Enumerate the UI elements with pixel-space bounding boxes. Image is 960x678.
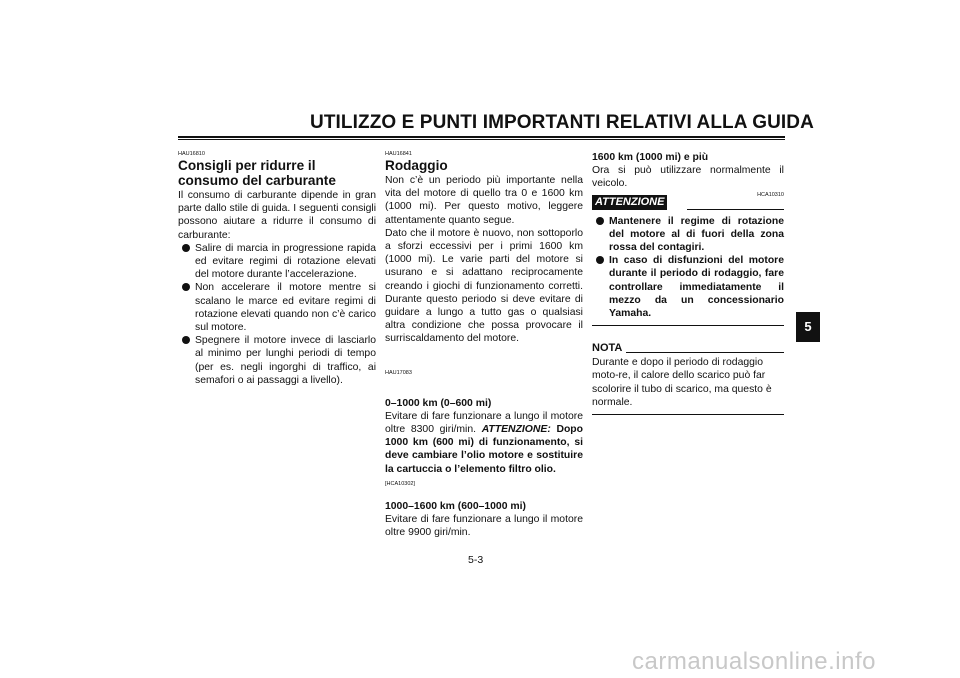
section-code: HAU16841 <box>385 151 412 157</box>
watermark: carmanualsonline.info <box>632 648 876 675</box>
sub3-text: Ora si può utilizzare normalmente il veicolo. <box>592 165 784 190</box>
fuel-intro-text: Il consumo di carburante dipende in gran parte dallo stile di guida. I seguenti consigli possono aiutare a ridurre il consumo di carburante: <box>178 190 376 241</box>
section-code: HAU17083 <box>385 369 412 376</box>
subheading-1000-1600: 1000–1600 km (600–1000 mi) <box>385 500 526 512</box>
sub1-attention-text: Dopo 1000 km (600 mi) di funzionamento, si deve cambiare l’olio motore e sostituire la cartuccia o l’elemento filtro olio. <box>385 424 583 475</box>
nota-header <box>592 342 784 356</box>
page-number: 5-3 <box>468 554 484 566</box>
list-item: Spegnere il motore invece di lasciarlo al minimo per lunghi periodi di tempo (per es. negli ingorghi di traffico, ai semafori o ai passaggi a livello). <box>178 334 376 387</box>
section-code: HAU16810 <box>178 151 205 157</box>
reference-code: [HCA10302] <box>385 480 415 487</box>
header-rule <box>178 136 785 138</box>
bullet-icon <box>182 283 190 291</box>
nota-rule <box>626 352 784 353</box>
subheading-0-1000: 0–1000 km (0–600 mi) <box>385 397 492 409</box>
list-item: Non accelerare il motore mentre si scalano le marce ed evitare regimi di rotazione elevati quando non c’è carico sul motore. <box>178 281 376 334</box>
attention-rule <box>687 209 784 210</box>
middle-column <box>385 151 583 539</box>
nota-end-rule <box>592 414 784 415</box>
attention-label: ATTENZIONE <box>592 195 667 210</box>
list-item: In caso di disfunzioni del motore durante il periodo di rodaggio, fare controllare immediatamente il mezzo da un concessionario Yamaha. <box>592 254 784 320</box>
nota-text: Durante e dopo il periodo di rodaggio moto-re, il calore dello scarico può far scolorire il tubo di scarico, ma questo è normale. <box>592 357 772 408</box>
rodaggio-paragraph-1: Non c’è un periodo più importante nella vita del motore di quello tra 0 e 1600 km (1000 mi). Per questo motivo, leggere attentamente quanto segue. <box>385 175 583 226</box>
page-header-title: UTILIZZO E PUNTI IMPORTANTI RELATIVI ALLA GUIDA <box>310 112 814 133</box>
bullet-icon <box>596 256 604 264</box>
sub2-text: Evitare di fare funzionare a lungo il motore oltre 9900 giri/min. <box>385 514 583 539</box>
bullet-icon <box>596 217 604 225</box>
sub1-text-block <box>385 410 583 476</box>
fuel-tips-list <box>178 242 376 387</box>
subheading-1600-plus: 1600 km (1000 mi) e più <box>592 152 709 163</box>
header-rule-thin <box>178 139 785 140</box>
right-column <box>592 151 784 420</box>
bullet-icon <box>182 336 190 344</box>
sub1-attention-label: ATTENZIONE: <box>481 424 551 436</box>
left-column <box>178 151 376 387</box>
attention-end-rule <box>592 325 784 326</box>
nota-label: NOTA <box>592 342 623 355</box>
chapter-tab: 5 <box>796 312 820 342</box>
bullet-icon <box>182 244 190 252</box>
list-item: Salire di marcia in progressione rapida ed evitare regimi di rotazione elevati del motore durante l’accelerazione. <box>178 242 376 282</box>
list-item: Mantenere il regime di rotazione del motore al di fuori della zona rossa del contagiri. <box>592 215 784 255</box>
section-heading-fuel: Consigli per ridurre il consumo del carburante <box>178 158 336 188</box>
attention-list <box>592 215 784 321</box>
sub1-text: Evitare di fare funzionare a lungo il motore oltre 8300 giri/min. <box>385 410 583 436</box>
section-heading-rodaggio: Rodaggio <box>385 158 448 173</box>
rodaggio-paragraph-2: Dato che il motore è nuovo, non sottoporlo a sforzi eccessivi per i primi 1600 km (1000 mi). Le varie parti del motore si usurano e si adattano reciprocamente creando i giochi di funzionamento corretti. Durante questo periodo si deve evitare di guidare a lungo a tutto gas o qualsiasi altra condizione che possa provocare il surriscaldamento del motore. <box>385 227 583 345</box>
attention-code: HCA10310 <box>757 191 784 198</box>
attention-header <box>592 191 784 211</box>
